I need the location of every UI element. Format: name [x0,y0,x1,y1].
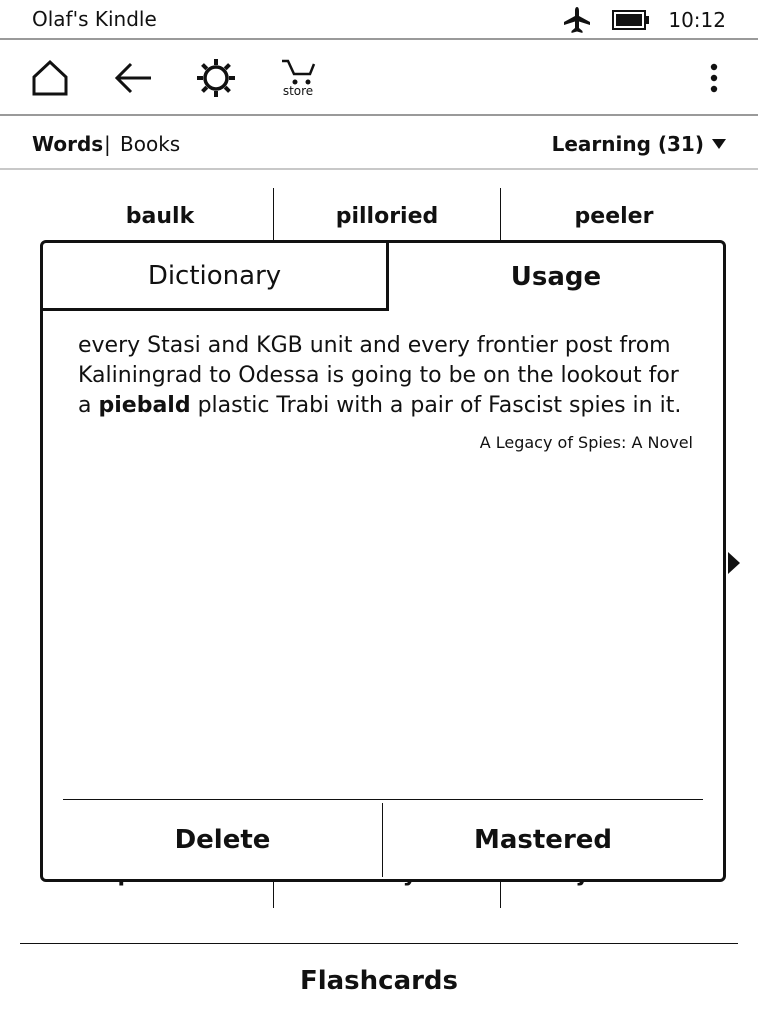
word-detail-popup [40,240,726,882]
back-button[interactable] [109,54,157,102]
delete-button[interactable]: Delete [174,825,271,855]
status-indicators [562,4,726,36]
usage-highlighted-word: piebald [98,393,191,418]
battery-icon [612,9,650,31]
home-icon [30,58,70,98]
word-cell[interactable]: peeler [574,204,654,229]
status-bar [0,0,758,40]
caret-down-icon [712,139,726,149]
filter-bar [0,116,758,170]
filter-separator: | [104,132,111,156]
usage-text-after: plastic Trabi with a pair of Fascist spies in it. [190,393,682,418]
toolbar [0,40,758,116]
menu-button[interactable] [690,54,738,102]
filter-words-tab[interactable]: Words [32,132,104,156]
popup-divider [63,799,703,800]
word-cell[interactable]: pilloried [335,204,439,229]
mastered-button[interactable]: Mastered [473,825,613,855]
usage-quote [78,331,698,421]
airplane-mode-icon [562,6,592,34]
tab-dictionary[interactable]: Dictionary [43,243,389,311]
footer-divider [20,943,738,944]
settings-button[interactable] [192,54,240,102]
device-name: Olaf's Kindle [32,7,157,31]
usage-text-before: every Stasi and KGB unit and every frontier post from Kaliningrad to Odessa is going to be on the lookout for a [78,333,679,418]
filter-books-tab[interactable]: Books [120,132,181,156]
more-vertical-icon [709,63,719,93]
store-label: store [282,84,314,98]
next-page-arrow-icon[interactable] [728,552,740,574]
tab-usage[interactable]: Usage [510,262,602,292]
store-button[interactable] [274,54,322,102]
cart-icon [280,58,316,86]
flashcards-button[interactable]: Flashcards [299,966,459,996]
clock: 10:12 [668,8,726,32]
word-cell[interactable]: baulk [125,204,195,229]
usage-book-title: A Legacy of Spies: A Novel [479,433,693,452]
home-button[interactable] [26,54,74,102]
learning-filter-label: Learning (31) [551,132,704,156]
learning-filter-dropdown[interactable] [552,132,726,156]
back-arrow-icon [113,58,153,98]
gear-icon [195,57,237,99]
